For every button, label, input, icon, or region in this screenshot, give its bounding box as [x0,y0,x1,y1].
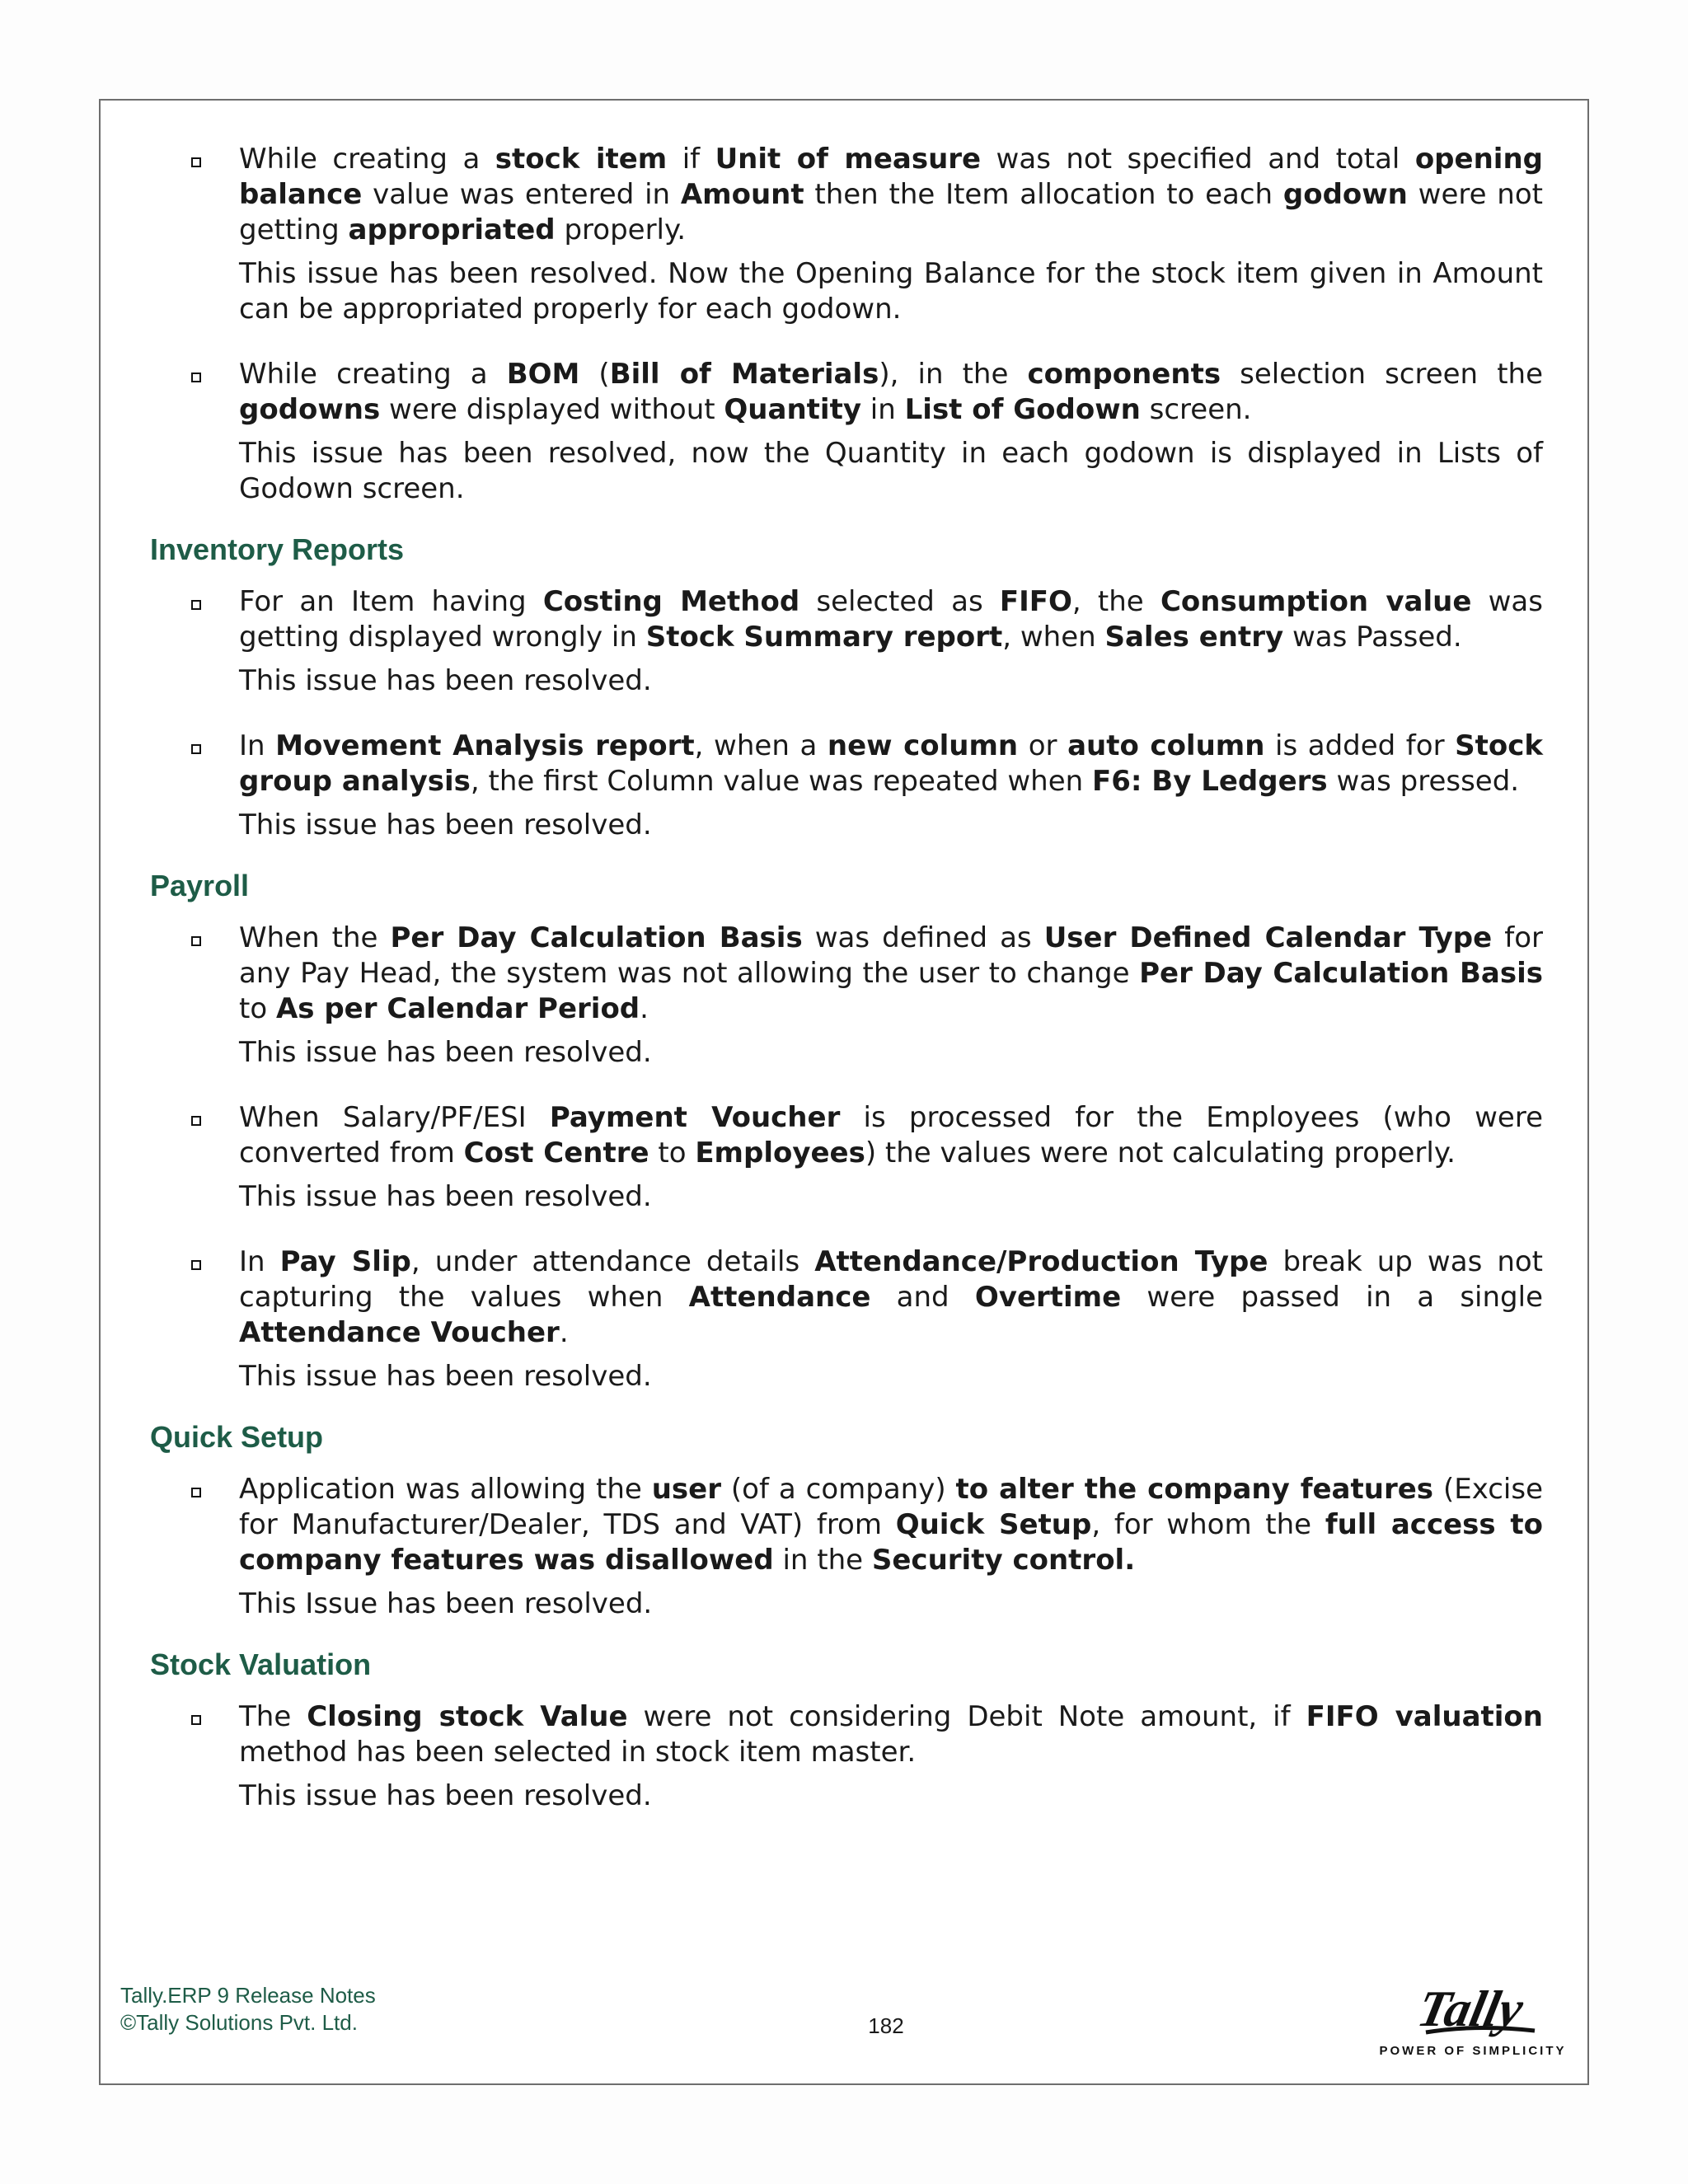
issue-item [150,1100,1543,1215]
plain-text: selected as [799,585,1000,618]
plain-text: (Excise for Manufacturer/Dealer, TDS and VAT) from [239,1473,1543,1541]
plain-text: , for whom the [1091,1508,1325,1541]
emphasis-text: full access to company features was disallowed [239,1508,1543,1577]
plain-text: value was entered in [362,178,681,211]
plain-text: (of a company) [721,1473,956,1506]
issue-text [239,1699,1543,1770]
emphasis-text: Per Day Calculation Basis [1139,957,1543,990]
issue-item [150,142,1543,327]
logo-wordmark: Tally [1413,1980,1529,2037]
plain-text: When the [239,921,391,954]
emphasis-text: Quantity [724,393,861,426]
section-heading: Payroll [150,869,250,902]
issue-item [150,357,1543,507]
plain-text: were not considering Debit Note amount, if [627,1700,1306,1733]
issue-text [239,142,1543,248]
emphasis-text: Employees [695,1137,865,1169]
square-bullet-icon [191,936,201,946]
emphasis-text: Sales entry [1104,621,1284,654]
plain-text: , the [1071,585,1160,618]
issue-text [239,729,1543,799]
emphasis-text: Consumption value [1160,585,1472,618]
emphasis-text: Cost Centre [463,1137,649,1169]
issue-item [150,921,1543,1071]
emphasis-text: Security control. [871,1544,1136,1577]
plain-text: properly. [555,213,687,246]
emphasis-text: FIFO [999,585,1072,618]
plain-text: was getting displayed wrongly in [239,585,1543,654]
emphasis-text: As per Calendar Period [275,992,640,1025]
plain-text: . [640,992,649,1025]
emphasis-text: new column [827,729,1019,762]
emphasis-text: User Defined Calendar Type [1043,921,1493,954]
plain-text: for any Pay Head, the system was not allowing the user to change [239,921,1543,990]
plain-text: selection screen the [1221,358,1543,391]
square-bullet-icon [191,373,201,382]
plain-text: The [239,1700,307,1733]
tally-logo-mark [1378,1976,1568,2042]
issue-item [150,584,1543,699]
emphasis-text: opening balance [239,143,1543,211]
emphasis-text: Bill of Materials [609,358,879,391]
emphasis-text: components [1027,358,1221,391]
emphasis-text: Attendance Voucher [239,1316,560,1349]
emphasis-text: Stock Summary report [645,621,1003,654]
emphasis-text: Closing stock Value [307,1700,628,1733]
issue-text [239,1100,1543,1171]
emphasis-text: Overtime [974,1281,1122,1314]
emphasis-text: Movement Analysis report [275,729,695,762]
emphasis-text: appropriated [348,213,556,246]
plain-text: When Salary/PF/ESI [239,1101,550,1134]
resolution-text: This issue has been resolved. [239,1180,652,1213]
emphasis-text: F6: By Ledgers [1091,765,1328,798]
plain-text: screen. [1140,393,1252,426]
issue-text [239,357,1543,428]
plain-text: to [649,1137,696,1169]
footer-doc-title: Tally.ERP 9 Release Notes [120,1983,376,2008]
plain-text: ), in the [879,358,1028,391]
emphasis-text: BOM [506,358,580,391]
emphasis-text: Attendance/Production Type [814,1245,1268,1278]
plain-text: , the first Column value was repeated when [470,765,1092,798]
square-bullet-icon [191,1116,201,1126]
plain-text: While creating a [239,143,495,176]
plain-text: was pressed. [1327,765,1520,798]
emphasis-text: FIFO valuation [1306,1700,1543,1733]
plain-text: or [1018,729,1068,762]
emphasis-text: Costing Method [542,585,800,618]
plain-text: is processed for the Employees (who were converted from [239,1101,1543,1169]
emphasis-text: Per Day Calculation Basis [390,921,803,954]
plain-text: ) the values were not calculating properly. [865,1137,1456,1169]
emphasis-text: stock item [495,143,668,176]
resolution-text: This issue has been resolved. [239,664,652,697]
emphasis-text: Unit of measure [715,143,982,176]
plain-text: , when [1002,621,1105,654]
square-bullet-icon [191,1715,201,1725]
square-bullet-icon [191,600,201,610]
page-number: 182 [868,2013,904,2038]
plain-text: break up was not capturing the values when [239,1245,1543,1314]
emphasis-text: user [651,1473,721,1506]
issue-item [150,1472,1543,1622]
emphasis-text: Quick Setup [895,1508,1092,1541]
plain-text: For an Item having [239,585,543,618]
resolution-text: This issue has been resolved. [239,808,652,841]
resolution-text: This issue has been resolved. Now the Opening Balance for the stock item given in Amount can be appropriated properly for each godown. [239,257,1543,326]
issue-text [239,1472,1543,1578]
logo-tagline: POWER OF SIMPLICITY [1379,2044,1567,2058]
plain-text: ( [579,358,610,391]
issue-text [239,584,1543,655]
plain-text: While creating a [239,358,507,391]
plain-text: , under attendance details [410,1245,815,1278]
square-bullet-icon [191,157,201,167]
issue-item [150,1699,1543,1814]
emphasis-text: godown [1282,178,1408,211]
footer-copyright: ©Tally Solutions Pvt. Ltd. [120,2010,358,2035]
plain-text: if [667,143,715,176]
plain-text: in the [773,1544,872,1577]
issue-text [239,1244,1543,1351]
plain-text: then the Item allocation to each [804,178,1283,211]
square-bullet-icon [191,1260,201,1270]
emphasis-text: List of Godown [904,393,1141,426]
section-heading: Quick Setup [150,1420,324,1454]
page-content [150,142,1543,1814]
plain-text: , when a [694,729,828,762]
resolution-text: This Issue has been resolved. [239,1587,653,1620]
plain-text: were not getting [239,178,1543,246]
issue-item [150,1244,1543,1394]
page-frame [99,99,1589,2085]
footer-left [120,1982,376,2036]
plain-text: in [861,393,905,426]
square-bullet-icon [191,744,201,754]
resolution-text: This issue has been resolved. [239,1360,652,1393]
plain-text: was defined as [802,921,1044,954]
resolution-text: This issue has been resolved. [239,1036,652,1069]
plain-text: were displayed without [380,393,724,426]
plain-text: In [239,1245,280,1278]
tally-logo [1378,1976,1568,2067]
section-heading: Stock Valuation [150,1647,372,1681]
section-heading: Inventory Reports [150,532,405,566]
emphasis-text: Payment Voucher [549,1101,841,1134]
plain-text: method has been selected in stock item master. [239,1736,917,1769]
emphasis-text: to alter the company features [955,1473,1434,1506]
resolution-text: This issue has been resolved. [239,1779,652,1812]
issue-item [150,729,1543,843]
plain-text: were passed in a single [1121,1281,1543,1314]
plain-text: was Passed. [1283,621,1462,654]
emphasis-text: godowns [239,393,381,426]
plain-text: was not specified and total [981,143,1415,176]
emphasis-text: auto column [1067,729,1265,762]
emphasis-text: Attendance [688,1281,871,1314]
square-bullet-icon [191,1488,201,1497]
emphasis-text: Stock group analysis [239,729,1543,798]
plain-text: and [870,1281,975,1314]
plain-text: Application was allowing the [239,1473,652,1506]
emphasis-text: Pay Slip [279,1245,411,1278]
plain-text: In [239,729,276,762]
plain-text: to [239,992,276,1025]
emphasis-text: Amount [680,178,804,211]
resolution-text: This issue has been resolved, now the Quantity in each godown is displayed in Lists of Godown screen. [239,437,1543,505]
plain-text: . [559,1316,569,1349]
issue-text [239,921,1543,1027]
plain-text: is added for [1264,729,1456,762]
